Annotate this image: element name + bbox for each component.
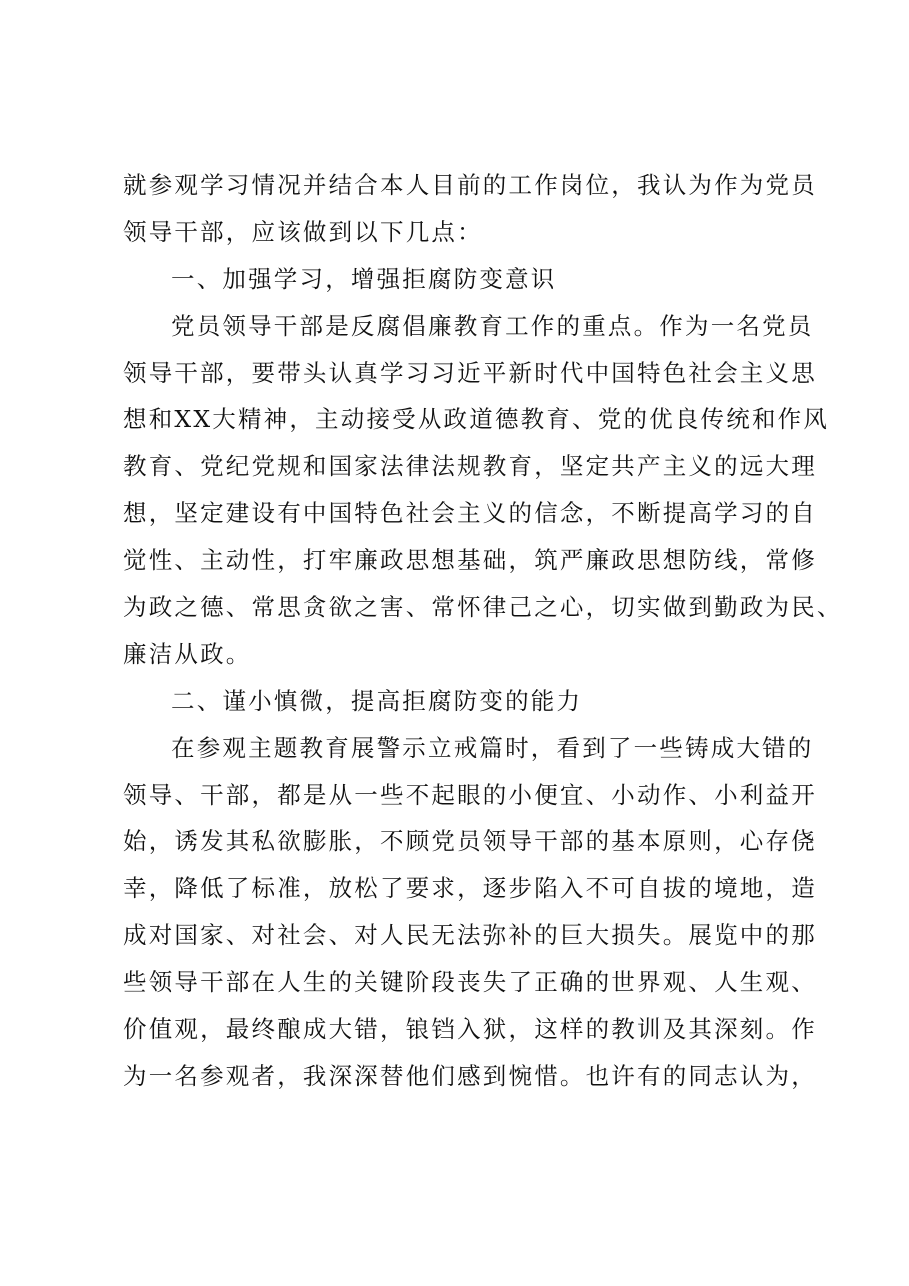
text-line: 领导干部，要带头认真学习习近平新时代中国特色社会主义思 — [123, 358, 817, 387]
text-line: 领导、干部，都是从一些不起眼的小便宜、小动作、小利益开 — [123, 780, 817, 809]
text-line: 幸，降低了标准，放松了要求，逐步陷入不可自拔的境地，造 — [123, 874, 817, 903]
text-line: 党员领导干部是反腐倡廉教育工作的重点。作为一名党员 — [171, 311, 814, 340]
text-line: 在参观主题教育展警示立戒篇时，看到了一些铸成大错的 — [171, 733, 814, 762]
text-line: 领导干部，应该做到以下几点： — [123, 217, 483, 246]
text-line: 成对国家、对社会、对人民无法弥补的巨大损失。展览中的那 — [123, 921, 817, 950]
text-line: 些领导干部在人生的关键阶段丧失了正确的世界观、人生观、 — [123, 968, 817, 997]
text-line: 教育、党纪党规和国家法律法规教育，坚定共产主义的远大理 — [123, 452, 817, 481]
text-line: 价值观，最终酿成大错，锒铛入狱，这样的教训及其深刻。作 — [123, 1015, 817, 1044]
text-line: 想，坚定建设有中国特色社会主义的信念，不断提高学习的自 — [123, 499, 817, 528]
text-line: 觉性、主动性，打牢廉政思想基础，筑严廉政思想防线，常修 — [123, 546, 817, 575]
document-body — [123, 162, 843, 1100]
text-line: 想和XX大精神，主动接受从政道德教育、党的优良传统和作风 — [123, 405, 830, 434]
text-line: 为政之德、常思贪欲之害、常怀律己之心，切实做到勤政为民、 — [123, 593, 843, 622]
section-heading: 一、加强学习，增强拒腐防变意识 — [171, 264, 557, 293]
section-heading: 二、谨小慎微，提高拒腐防变的能力 — [171, 686, 583, 715]
text-line: 就参观学习情况并结合本人目前的工作岗位，我认为作为党员 — [123, 171, 817, 199]
text-line: 廉洁从政。 — [123, 639, 252, 668]
text-line: 始，诱发其私欲膨胀，不顾党员领导干部的基本原则，心存侥 — [123, 827, 817, 856]
text-line: 为一名参观者，我深深替他们感到惋惜。也许有的同志认为， — [123, 1061, 817, 1090]
